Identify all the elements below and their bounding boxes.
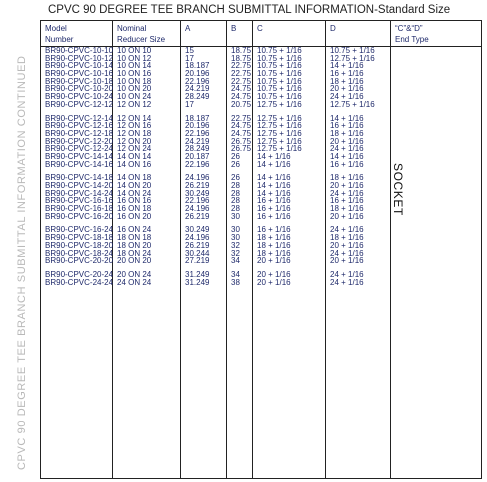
- cell-c: 10.75 + 1/16: [257, 69, 302, 79]
- cell-b: 18.75: [231, 46, 252, 55]
- header-model-line1: Model: [45, 24, 67, 33]
- cell-d: 20 + 1/16: [330, 136, 364, 146]
- cell-c: 12.75 + 1/16: [257, 144, 302, 154]
- cell-d: 14 + 1/16: [330, 113, 364, 123]
- header-nominal-line1: Nominal: [117, 24, 147, 33]
- cell-c: 14 + 1/16: [257, 188, 291, 198]
- cell-a: 24.219: [185, 136, 210, 146]
- cell-a: 20.187: [185, 151, 210, 161]
- cell-d: 18 + 1/16: [330, 76, 364, 86]
- cell-model: BR90-CPVC-10-14: [45, 61, 114, 71]
- cell-c: 10.75 + 1/16: [257, 46, 302, 55]
- cell-size: 18 ON 18: [117, 233, 152, 243]
- cell-a: 17: [185, 53, 194, 63]
- cell-c: 10.75 + 1/16: [257, 61, 302, 71]
- cell-d: 12.75 + 1/16: [330, 53, 375, 63]
- cell-size: 10 ON 12: [117, 53, 152, 63]
- cell-model: BR90-CPVC-14-20: [45, 181, 114, 190]
- cell-model: BR90-CPVC-10-20: [45, 84, 114, 94]
- cell-b: 28: [231, 204, 240, 214]
- cell-model: BR90-CPVC-12-14: [45, 113, 114, 123]
- cell-c: 14 + 1/16: [257, 173, 291, 183]
- header-end-line1: “C”&“D”: [395, 24, 423, 33]
- cell-a: 22.196: [185, 159, 210, 169]
- cell-size: 14 ON 20: [117, 181, 152, 190]
- cell-d: 24 + 1/16: [330, 92, 364, 102]
- cell-d: 24 + 1/16: [330, 277, 364, 287]
- header-model: [41, 21, 113, 47]
- cell-size: 18 ON 24: [117, 248, 152, 258]
- cell-model: BR90-CPVC-10-24: [45, 92, 114, 102]
- cell-b: 34: [231, 256, 240, 266]
- cell-model: BR90-CPVC-12-16: [45, 121, 114, 131]
- cell-a: 24.219: [185, 84, 210, 94]
- col-c-list: [253, 47, 325, 286]
- cell-a: 30.249: [185, 225, 210, 235]
- cell-model: BR90-CPVC-18-24: [45, 248, 114, 258]
- cell-b: 22.75: [231, 69, 252, 79]
- cell-size: 16 ON 18: [117, 204, 152, 214]
- cell-c: 20 + 1/16: [257, 256, 291, 266]
- cell-d: 20 + 1/16: [330, 256, 364, 266]
- cell-d: 24 + 1/16: [330, 248, 364, 258]
- cell-a: 24.196: [185, 173, 210, 183]
- cell-c: 16 + 1/16: [257, 225, 291, 235]
- cell-model: BR90-CPVC-10-12: [45, 53, 114, 63]
- cell-a: 22.196: [185, 196, 210, 206]
- cell-size: 12 ON 24: [117, 144, 152, 154]
- cell-a: 26.219: [185, 211, 210, 221]
- cell-size: 16 ON 24: [117, 225, 152, 235]
- cell-d: 12.75 + 1/16: [330, 99, 375, 109]
- cell-a: 24.196: [185, 204, 210, 214]
- cell-size: 12 ON 16: [117, 121, 152, 131]
- cell-b: 22.75: [231, 113, 252, 123]
- cell-model: BR90-CPVC-12-24: [45, 144, 114, 154]
- cell-d: 18 + 1/16: [330, 233, 364, 243]
- cell-size: 10 ON 16: [117, 69, 152, 79]
- cell-d: 14 + 1/16: [330, 61, 364, 71]
- cell-size: 24 ON 24: [117, 277, 152, 287]
- cell-a: 30.249: [185, 188, 210, 198]
- cell-size: 12 ON 20: [117, 136, 152, 146]
- cell-d: 24 + 1/16: [330, 188, 364, 198]
- cell-size: 16 ON 16: [117, 196, 152, 206]
- cell-d: 20 + 1/16: [330, 181, 364, 190]
- cell-size: 16 ON 20: [117, 211, 152, 221]
- cell-model: BR90-CPVC-10-10: [45, 46, 114, 55]
- col-size-list: [113, 47, 180, 286]
- cell-size: 10 ON 18: [117, 76, 152, 86]
- cell-b: 30: [231, 225, 240, 235]
- header-row: [41, 21, 482, 47]
- cell-model: BR90-CPVC-16-24: [45, 225, 114, 235]
- cell-a: 26.219: [185, 240, 210, 250]
- cell-a: 20.196: [185, 121, 210, 131]
- header-model-line2: Number: [45, 35, 74, 44]
- cell-d: 16 + 1/16: [330, 121, 364, 131]
- cell-size: 12 ON 14: [117, 113, 152, 123]
- cell-a: 17: [185, 99, 194, 109]
- header-end-line2: End Type: [395, 35, 429, 44]
- cell-c: 14 + 1/16: [257, 151, 291, 161]
- cell-b: 20.75: [231, 99, 252, 109]
- cell-d: 24 + 1/16: [330, 225, 364, 235]
- header-nominal: [113, 21, 181, 47]
- cell-b: 26.75: [231, 136, 252, 146]
- cell-b: 28: [231, 196, 240, 206]
- body-row: [41, 47, 482, 479]
- cell-size: 10 ON 14: [117, 61, 152, 71]
- cell-size: 20 ON 24: [117, 269, 152, 279]
- col-b: [227, 47, 253, 479]
- cell-b: 28: [231, 181, 240, 190]
- col-model: [41, 47, 113, 479]
- end-type-socket: SOCKET: [391, 163, 405, 216]
- cell-a: 28.249: [185, 144, 210, 154]
- cell-b: 24.75: [231, 84, 252, 94]
- cell-d: 24 + 1/16: [330, 269, 364, 279]
- cell-model: BR90-CPVC-10-16: [45, 69, 114, 79]
- col-size: [113, 47, 181, 479]
- cell-c: 12.75 + 1/16: [257, 99, 302, 109]
- cell-b: 38: [231, 277, 240, 287]
- col-a: [181, 47, 227, 479]
- cell-size: 14 ON 14: [117, 151, 152, 161]
- cell-c: 10.75 + 1/16: [257, 84, 302, 94]
- cell-a: 28.249: [185, 92, 210, 102]
- side-label: CPVC 90 DEGREE TEE BRANCH SUBMITTAL INFORMATION CONTINUED: [16, 55, 28, 470]
- cell-c: 10.75 + 1/16: [257, 92, 302, 102]
- cell-d: 20 + 1/16: [330, 240, 364, 250]
- cell-d: 18 + 1/16: [330, 204, 364, 214]
- cell-c: 12.75 + 1/16: [257, 113, 302, 123]
- cell-model: BR90-CPVC-10-18: [45, 76, 114, 86]
- cell-c: 20 + 1/16: [257, 269, 291, 279]
- cell-d: 16 + 1/16: [330, 196, 364, 206]
- cell-b: 34: [231, 269, 240, 279]
- cell-size: 10 ON 20: [117, 84, 152, 94]
- cell-a: 18.187: [185, 113, 210, 123]
- col-a-list: [181, 47, 226, 286]
- cell-b: 28: [231, 188, 240, 198]
- cell-c: 18 + 1/16: [257, 233, 291, 243]
- header-c: [253, 21, 326, 47]
- cell-d: 14 + 1/16: [330, 151, 364, 161]
- col-end-type: [391, 47, 482, 479]
- cell-size: 10 ON 24: [117, 92, 152, 102]
- cell-a: 27.219: [185, 256, 210, 266]
- cell-c: 16 + 1/16: [257, 211, 291, 221]
- col-model-list: [41, 47, 112, 286]
- cell-b: 22.75: [231, 76, 252, 86]
- cell-d: 18 + 1/16: [330, 128, 364, 138]
- cell-c: 14 + 1/16: [257, 181, 291, 190]
- col-d-list: [326, 47, 390, 286]
- cell-c: 12.75 + 1/16: [257, 121, 302, 131]
- header-a-label: A: [185, 24, 191, 33]
- cell-c: 18 + 1/16: [257, 240, 291, 250]
- cell-c: 16 + 1/16: [257, 204, 291, 214]
- cell-a: 26.219: [185, 181, 210, 190]
- header-nominal-line2: Reducer Size: [117, 35, 166, 44]
- cell-c: 10.75 + 1/16: [257, 53, 302, 63]
- cell-a: 24.196: [185, 233, 210, 243]
- cell-a: 22.196: [185, 128, 210, 138]
- cell-size: 10 ON 10: [117, 46, 152, 55]
- cell-b: 18.75: [231, 53, 252, 63]
- cell-d: 20 + 1/16: [330, 84, 364, 94]
- cell-model: BR90-CPVC-24-24: [45, 277, 114, 287]
- submittal-table: [40, 20, 482, 479]
- cell-model: BR90-CPVC-20-20: [45, 256, 114, 266]
- cell-a: 22.196: [185, 76, 210, 86]
- header-end-type: [391, 21, 482, 47]
- cell-c: 14 + 1/16: [257, 159, 291, 169]
- cell-model: BR90-CPVC-20-24: [45, 269, 114, 279]
- col-c: [253, 47, 326, 479]
- cell-b: 24.75: [231, 128, 252, 138]
- cell-a: 20.196: [185, 69, 210, 79]
- cell-d: 18 + 1/16: [330, 173, 364, 183]
- header-b: [227, 21, 253, 47]
- cell-c: 16 + 1/16: [257, 196, 291, 206]
- cell-b: 32: [231, 248, 240, 258]
- cell-b: 30: [231, 233, 240, 243]
- header-b-label: B: [231, 24, 237, 33]
- cell-a: 30.244: [185, 248, 210, 258]
- cell-size: 18 ON 20: [117, 240, 152, 250]
- cell-model: BR90-CPVC-18-18: [45, 233, 114, 243]
- header-d: [326, 21, 391, 47]
- header-c-label: C: [257, 24, 263, 33]
- cell-b: 26: [231, 173, 240, 183]
- cell-b: 26: [231, 151, 240, 161]
- cell-size: 12 ON 12: [117, 99, 152, 109]
- cell-model: BR90-CPVC-12-18: [45, 128, 114, 138]
- cell-model: BR90-CPVC-14-18: [45, 173, 114, 183]
- cell-c: 20 + 1/16: [257, 277, 291, 287]
- cell-b: 26: [231, 159, 240, 169]
- cell-a: 18.187: [185, 61, 210, 71]
- cell-d: 16 + 1/16: [330, 159, 364, 169]
- cell-size: 14 ON 18: [117, 173, 152, 183]
- cell-d: 20 + 1/16: [330, 211, 364, 221]
- cell-d: 16 + 1/16: [330, 69, 364, 79]
- cell-a: 31.249: [185, 269, 210, 279]
- header-a: [181, 21, 227, 47]
- cell-size: 14 ON 24: [117, 188, 152, 198]
- cell-model: BR90-CPVC-16-16: [45, 196, 114, 206]
- cell-b: 32: [231, 240, 240, 250]
- cell-size: 14 ON 16: [117, 159, 152, 169]
- cell-a: 31.249: [185, 277, 210, 287]
- cell-b: 26.75: [231, 144, 252, 154]
- cell-size: 12 ON 18: [117, 128, 152, 138]
- cell-model: BR90-CPVC-14-24: [45, 188, 114, 198]
- cell-b: 24.75: [231, 92, 252, 102]
- col-b-list: [227, 47, 252, 286]
- cell-c: 12.75 + 1/16: [257, 128, 302, 138]
- cell-a: 15: [185, 46, 194, 55]
- cell-model: BR90-CPVC-12-12: [45, 99, 114, 109]
- cell-b: 30: [231, 211, 240, 221]
- cell-model: BR90-CPVC-16-20: [45, 211, 114, 221]
- cell-c: 12.75 + 1/16: [257, 136, 302, 146]
- cell-model: BR90-CPVC-16-18: [45, 204, 114, 214]
- cell-c: 10.75 + 1/16: [257, 76, 302, 86]
- cell-model: BR90-CPVC-14-16: [45, 159, 114, 169]
- cell-d: 10.75 + 1/16: [330, 46, 375, 55]
- cell-model: BR90-CPVC-14-14: [45, 151, 114, 161]
- col-d: [326, 47, 391, 479]
- header-d-label: D: [330, 24, 336, 33]
- cell-d: 24 + 1/16: [330, 144, 364, 154]
- document-title: CPVC 90 DEGREE TEE BRANCH SUBMITTAL INFORMATION-Standard Size: [48, 4, 451, 16]
- cell-b: 22.75: [231, 61, 252, 71]
- cell-c: 18 + 1/16: [257, 248, 291, 258]
- cell-model: BR90-CPVC-18-20: [45, 240, 114, 250]
- cell-b: 24.75: [231, 121, 252, 131]
- cell-size: 20 ON 20: [117, 256, 152, 266]
- cell-model: BR90-CPVC-12-20: [45, 136, 114, 146]
